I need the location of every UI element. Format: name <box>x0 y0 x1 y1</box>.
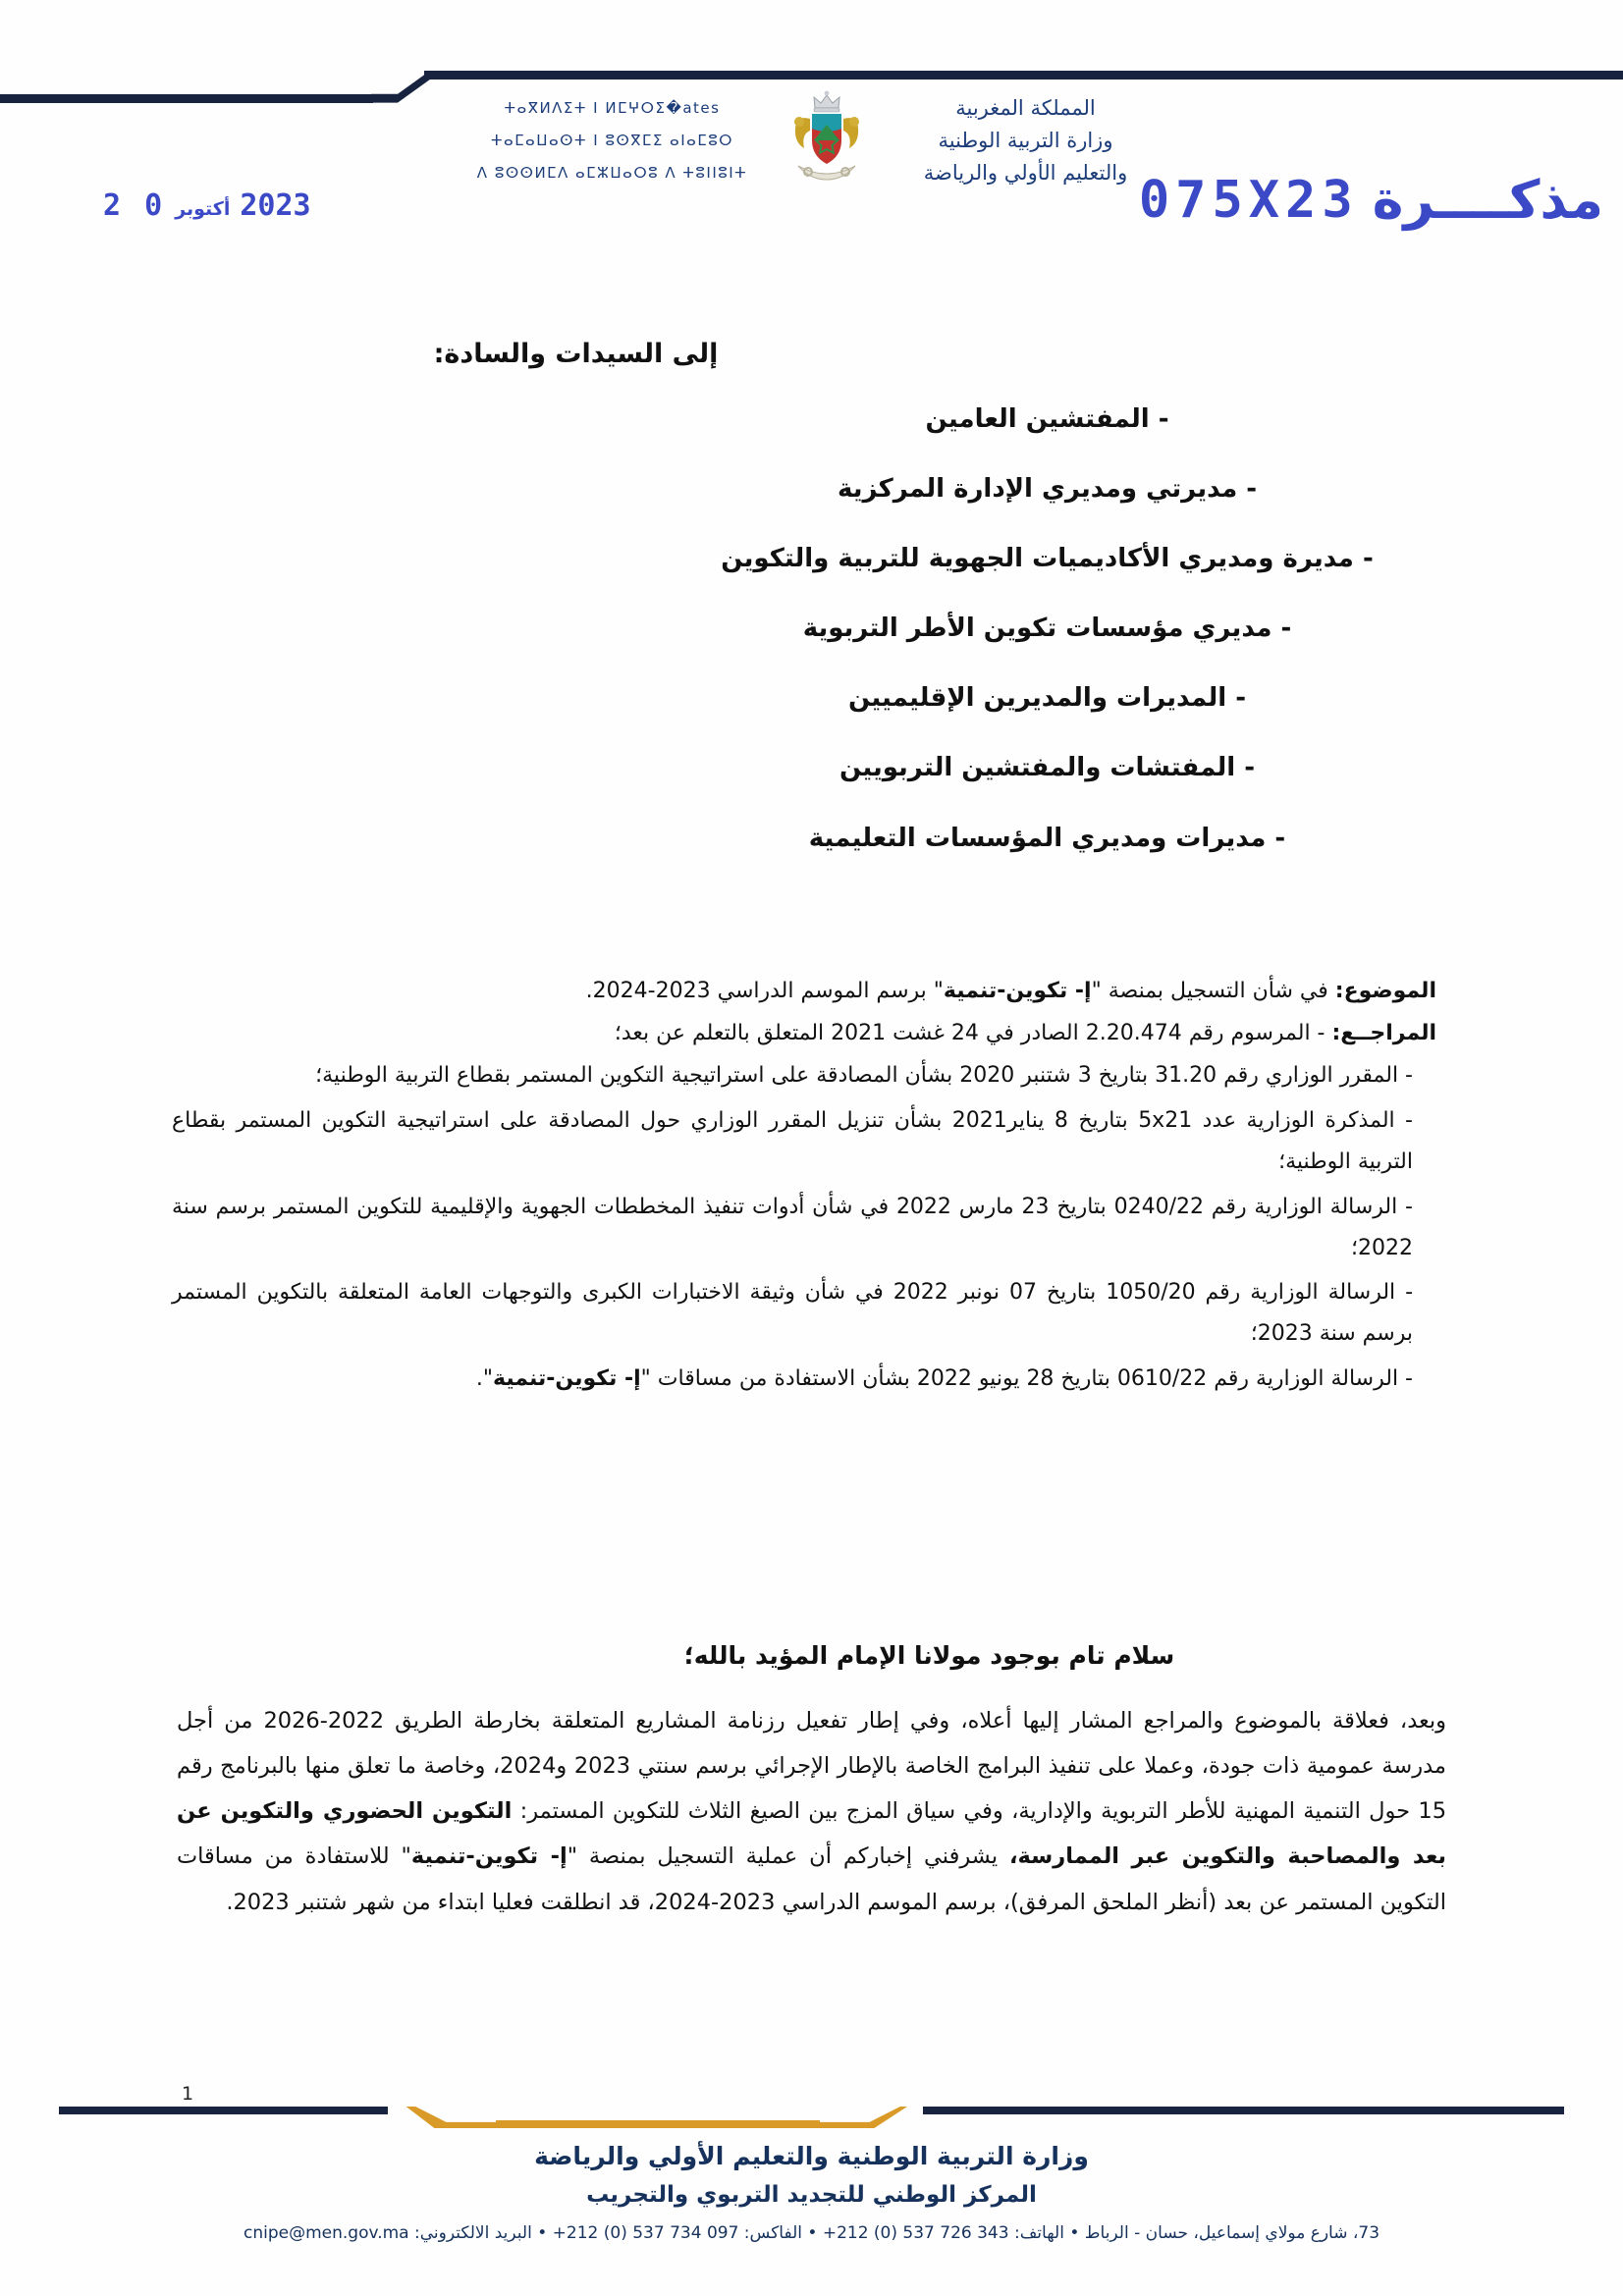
footer <box>0 2138 1623 2247</box>
subject-and-references <box>172 972 1436 1404</box>
references-first-item: - المرسوم رقم 2.20.474 الصادر في 24 غشت 2021 المتعلق بالتعلم عن بعد؛ <box>614 1020 1325 1045</box>
platform-name: إ- تكوين-تنمية <box>943 979 1092 1003</box>
addressee-title: إلى السيدات والسادة: <box>433 339 719 369</box>
letterhead-arabic-line-2: وزارة التربية الوطنية <box>938 128 1113 152</box>
body-text <box>177 1698 1446 1927</box>
reference-last-before: - الرسالة الوزارية رقم 0610/22 بتاريخ 28 يونيو 2022 بشأن الاستفادة من مساقات " <box>640 1365 1413 1391</box>
bottom-border-mid-segment <box>496 2120 820 2128</box>
footer-fax-label: الفاكس: <box>743 2223 802 2244</box>
footer-email-label: البريد الالكتروني: <box>414 2223 532 2244</box>
letterhead-arabic-line-3: والتعليم الأولي والرياضة <box>923 160 1128 185</box>
bottom-border-decoration <box>0 2107 1623 2130</box>
footer-sep-3: • <box>537 2223 548 2244</box>
body-p1-text: وبعد، فعلاقة بالموضوع والمراجع المشار إليها أعلاه، وفي إطار تفعيل رزنامة المشاريع المتعلقة بخارطة الطريق 2022-2026 من أجل مدرسة عمومية ذات جودة، وعملا على تنفيذ البرامج الخاصة بالإطار الإجرائي برسم سنتي 2023 و2024، وخاصة ما تعلق منها بالبرنامج رقم 15 حول التنمية المهنية للأطر التربوية والإدارية، وفي سياق المزج بين الصيغ الثلاث للتكوين المستمر: <box>177 1708 1447 1825</box>
references-label: المراجــع: <box>1331 1020 1436 1045</box>
bottom-border-left-dip <box>385 2107 503 2128</box>
references-first-line <box>172 1014 1436 1054</box>
addressee-block <box>0 339 1623 891</box>
reference-last-after: ". <box>475 1365 493 1391</box>
addressee-item: - مديرتي ومديري الإدارة المركزية <box>837 474 1258 505</box>
subject-label: الموضوع: <box>1334 979 1436 1003</box>
bottom-border-left-segment <box>59 2107 388 2114</box>
date-year: 2023 <box>240 188 311 223</box>
footer-phone-label: الهاتف: <box>1013 2223 1064 2244</box>
date-day: 0 2 <box>103 188 166 223</box>
top-border-right-segment <box>424 71 1623 80</box>
letterhead-tifinagh-line-2: ⵜⴰⵎⴰⵡⴰⵙⵜ ⵏ ⵓⵙⴳⵎⵉ ⴰⵏⴰⵎⵓⵔ <box>490 131 733 149</box>
body-paragraph-1 <box>177 1698 1446 1925</box>
bottom-border-right-dip <box>813 2107 931 2128</box>
body-p2-text-b: " للاستفادة من مساقات التكوين المستمر عن بعد (أنظر الملحق المرفق)، برسم الموسم الدراسي 2023-2024، قد انطلقت فعليا ابتداء من شهر شتنبر 2023. <box>177 1843 1446 1915</box>
letterhead-tifinagh-line-3: ⴷ ⵓⵙⵙⵍⵎⴷ ⴰⵎⵣⵡⴰⵔⵓ ⴷ ⵜⵓⵏⵏⵓⵏⵜ <box>476 163 748 182</box>
platform-name: إ- تكوين-تنمية <box>410 1843 568 1870</box>
subject-text-after: " برسم الموسم الدراسي 2023-2024. <box>585 979 944 1003</box>
letterhead-tifinagh-line-1: ⵜⴰⴳⵍⴷⵉⵜ ⵏ ⵍⵎⵖⵔⵉ�ates <box>504 98 721 117</box>
reference-item-last <box>172 1359 1436 1400</box>
footer-ministry-name: وزارة التربية الوطنية والتعليم الأولي والرياضة <box>534 2142 1089 2170</box>
addressee-item: - مديرات ومديري المؤسسات التعليمية <box>808 823 1286 853</box>
footer-sep-2: • <box>807 2223 818 2244</box>
addressee-item: - المديرات والمديرين الإقليميين <box>847 683 1246 714</box>
body-p1-bold: التكوين الحضوري والتكوين عن بعد والمصاحبة والتكوين عبر الممارسة، <box>177 1798 1447 1870</box>
date-month: أكتوبر <box>175 198 231 220</box>
addressee-item: - المفتشين العامين <box>925 404 1169 434</box>
addressee-item: - المفتشات والمفتشين التربويين <box>839 753 1256 783</box>
letterhead-arabic-line-1: المملكة المغربية <box>955 95 1096 120</box>
note-word: مذكــــرة <box>1372 169 1603 231</box>
reference-item: - المقرر الوزاري رقم 31.20 بتاريخ 3 شتنبر 2020 بشأن المصادقة على استراتيجية التكوين المستمر بقطاع التربية الوطنية؛ <box>315 1063 1413 1089</box>
footer-sep-1: • <box>1069 2223 1080 2244</box>
footer-center-name: المركز الوطني للتجديد التربوي والتجريب <box>586 2181 1037 2208</box>
footer-contact-line <box>0 2220 1623 2247</box>
platform-name: إ- تكوين-تنمية <box>492 1365 641 1391</box>
footer-address: 73، شارع مولاي إسماعيل، حسان - الرباط <box>1084 2223 1380 2244</box>
bottom-border-right-segment <box>923 2107 1564 2114</box>
addressee-item: - مديرة ومديري الأكاديميات الجهوية للتربية والتكوين <box>721 544 1374 574</box>
subject-text-before: في شأن التسجيل بمنصة " <box>1091 979 1328 1003</box>
reference-item: - الرسالة الوزارية رقم 1050/20 بتاريخ 07 نونبر 2022 في شأن وثيقة الاختبارات الكبرى والتوجهات العامة المتعلقة بالتكوين المستمر برسم سنة 2023؛ <box>172 1280 1414 1347</box>
footer-phone-value: +212 (0) 537 726 343 <box>822 2223 1009 2244</box>
salutation: سلام تام بوجود مولانا الإمام المؤيد بالله؛ <box>683 1641 1175 1670</box>
top-border-decoration <box>0 71 1623 80</box>
addressee-item: - مديري مؤسسات تكوين الأطر التربوية <box>802 614 1292 644</box>
date-stamp <box>103 188 311 223</box>
note-reference-stamp <box>1139 169 1603 231</box>
subject-line <box>172 972 1436 1012</box>
body-p2-text-a: يشرفني إخباركم أن عملية التسجيل بمنصة " <box>567 1843 999 1870</box>
reference-item: - الرسالة الوزارية رقم 0240/22 بتاريخ 23 مارس 2022 في شأن أدوات تنفيذ المخططات الجهوية والإقليمية للتكوين المستمر برسم سنة 2022؛ <box>172 1194 1413 1260</box>
note-number: 075X23 <box>1138 170 1359 230</box>
footer-email-value: cnipe@men.gov.ma <box>243 2223 409 2244</box>
footer-fax-value: +212 (0) 537 734 097 <box>552 2223 739 2244</box>
addressee-list <box>0 402 1623 856</box>
page-number: 1 <box>182 2083 194 2105</box>
reference-item: - المذكرة الوزارية عدد 5x21 بتاريخ 8 يناير2021 بشأن تنزيل المقرر الوزاري حول المصادقة على استراتيجية التكوين المستمر بقطاع التربية الوطنية؛ <box>172 1108 1413 1174</box>
